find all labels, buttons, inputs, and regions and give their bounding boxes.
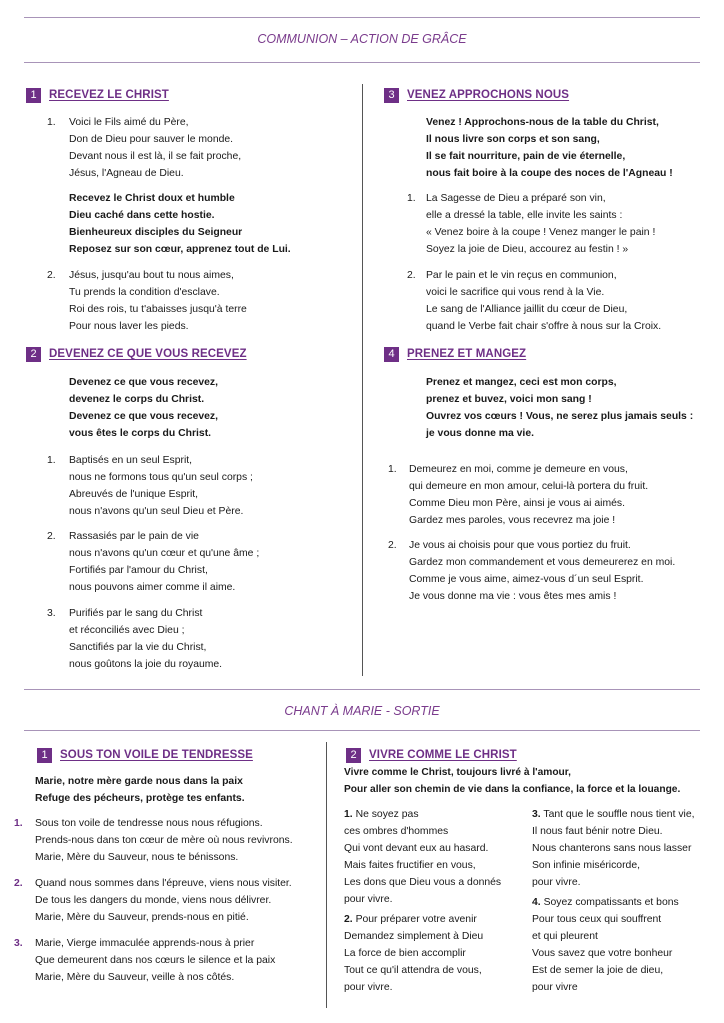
verse-line: Fortifiés par l'amour du Christ, xyxy=(69,565,208,576)
song-header-prenez xyxy=(384,346,526,362)
verse-line: Jésus, l'Agneau de Dieu. xyxy=(69,168,184,179)
song-title: SOUS TON VOILE DE TENDRESSE xyxy=(60,749,253,761)
verse-line: nous n'avons qu'un seul Dieu et Père. xyxy=(69,506,244,517)
verse-line: La Sagesse de Dieu a préparé son vin, xyxy=(426,193,606,204)
verse-line: Abreuvés de l'unique Esprit, xyxy=(69,489,199,500)
refrain-line: Devenez ce que vous recevez, xyxy=(69,411,219,422)
verse-line: Vous savez que votre bonheur xyxy=(532,948,673,959)
verse-line: Baptisés en un seul Esprit, xyxy=(69,455,193,466)
song-header-sous-ton-voile xyxy=(37,747,253,763)
verse-line: Marie, Mère du Sauveur, nous te bénissons. xyxy=(35,852,239,863)
verse-line: Tu prends la condition d'esclave. xyxy=(69,287,220,298)
verse-number: 1. xyxy=(388,464,397,475)
verse-number: 2. xyxy=(14,878,23,889)
verse-line: Marie, Mère du Sauveur, veille à nos côtés. xyxy=(35,972,235,983)
verse xyxy=(35,815,293,866)
verse-number: 2. xyxy=(47,270,56,281)
refrain-line: Il nous livre son corps et son sang, xyxy=(426,134,600,145)
verse-line: Les dons que Dieu vous a donnés xyxy=(344,877,502,888)
verse-line: qui demeure en mon amour, celui-là portera du fruit. xyxy=(409,481,649,492)
refrain-line: Prenez et mangez, ceci est mon corps, xyxy=(426,377,617,388)
verse xyxy=(409,537,675,605)
verse-line: nous ne formons tous qu'un seul corps ; xyxy=(69,472,253,483)
verse-number: 1. xyxy=(14,818,23,829)
verse-line: Don de Dieu pour sauver le monde. xyxy=(69,134,234,145)
verse-line: nous n'avons qu'un cœur et qu'une âme ; xyxy=(69,548,260,559)
verse-line: Gardez mes paroles, vous recevrez ma joie ! xyxy=(409,515,616,526)
song-title: PRENEZ ET MANGEZ xyxy=(407,348,527,360)
verse xyxy=(69,114,241,182)
bottom-title-rule xyxy=(24,730,700,731)
verse-number: 2. xyxy=(407,270,416,281)
song-number: 2 xyxy=(346,748,361,763)
verse-number: 3. xyxy=(14,938,23,949)
verse-line: Voici le Fils aimé du Père, xyxy=(69,117,189,128)
verse-line: Je vous ai choisis pour que vous portiez du fruit. xyxy=(409,540,631,551)
verse-line: Comme je vous aime, aimez-vous d´un seul Esprit. xyxy=(409,574,644,585)
song-header-recevez xyxy=(26,87,169,103)
refrain xyxy=(35,773,245,807)
song-header-devenez xyxy=(26,346,247,362)
verse-line: pour vivre. xyxy=(532,877,581,888)
refrain xyxy=(426,114,673,182)
verse xyxy=(426,267,661,335)
verse-line: nous pouvons aimer comme il aime. xyxy=(69,582,236,593)
verse-line: Marie, Vierge immaculée apprends-nous à prier xyxy=(35,938,255,949)
refrain-line: vous êtes le corps du Christ. xyxy=(69,428,212,439)
refrain-line: Refuge des pécheurs, protège tes enfants. xyxy=(35,793,245,804)
verse-line: Par le pain et le vin reçus en communion, xyxy=(426,270,617,281)
refrain xyxy=(426,374,693,442)
verse xyxy=(426,190,655,258)
refrain-line: Il se fait nourriture, pain de vie éternelle, xyxy=(426,151,626,162)
song-number: 3 xyxy=(384,88,399,103)
verse-line: Purifiés par le sang du Christ xyxy=(69,608,203,619)
verse-number: 2. xyxy=(47,531,56,542)
verse xyxy=(69,528,259,596)
verse-line: ces ombres d'hommes xyxy=(344,826,449,837)
verse-number: 3. xyxy=(47,608,56,619)
verse-line: pour vivre xyxy=(532,982,578,993)
verse-number: 1. xyxy=(47,117,56,128)
verse-line: Marie, Mère du Sauveur, prends-nous en pitié. xyxy=(35,912,249,923)
refrain-line: Recevez le Christ doux et humble xyxy=(69,193,235,204)
verse-line: Pour nous laver les pieds. xyxy=(69,321,189,332)
verse-line: et réconciliés avec Dieu ; xyxy=(69,625,185,636)
verse-line: Demandez simplement à Dieu xyxy=(344,931,484,942)
top-title-rule xyxy=(24,62,700,63)
song-header-venez xyxy=(384,87,569,103)
top-rule xyxy=(24,17,700,18)
refrain-line: Pour aller son chemin de vie dans la confiance, la force et la louange. xyxy=(344,784,681,795)
verse-number: 3. xyxy=(532,809,541,820)
song-header-vivre-comme-le-christ xyxy=(346,747,517,763)
refrain-line: Vivre comme le Christ, toujours livré à l'amour, xyxy=(344,767,572,778)
song-title: DEVENEZ CE QUE VOUS RECEVEZ xyxy=(49,348,247,360)
verse-line: pour vivre. xyxy=(344,894,393,905)
verse-line: Devant nous il est là, il se fait proche, xyxy=(69,151,242,162)
verse xyxy=(69,267,247,335)
verse-line: Sanctifiés par la vie du Christ, xyxy=(69,642,207,653)
verse-line: Soyez la joie de Dieu, accourez au festin ! » xyxy=(426,244,629,255)
verse xyxy=(409,461,648,529)
verse-number: 2. xyxy=(344,914,353,925)
verse-line: Comme Dieu mon Père, ainsi je vous ai aimés. xyxy=(409,498,625,509)
verse xyxy=(35,875,292,926)
verse-line: Pour tous ceux qui souffrent xyxy=(532,914,662,925)
verse-line: Que demeurent dans nos cœurs le silence et la paix xyxy=(35,955,276,966)
refrain-line: Reposez sur son cœur, apprenez tout de Lui. xyxy=(69,244,291,255)
verse-line: Prends-nous dans ton cœur de mère où nous revivrons. xyxy=(35,835,293,846)
refrain-line: Ouvrez vos cœurs ! Vous, ne serez plus jamais seuls : xyxy=(426,411,694,422)
verse-line: Nous chanterons sans nous lasser xyxy=(532,843,692,854)
verse-line: Roi des rois, tu t'abaisses jusqu'à terre xyxy=(69,304,247,315)
verse-line: Pour préparer votre avenir xyxy=(355,914,477,925)
verse-line: Ne soyez pas xyxy=(355,809,419,820)
refrain-line: devenez le corps du Christ. xyxy=(69,394,205,405)
verse-line: Qui vont devant eux au hasard. xyxy=(344,843,489,854)
verse-line: Sous ton voile de tendresse nous nous réfugions. xyxy=(35,818,263,829)
refrain xyxy=(344,764,680,798)
verse-line: Mais faites fructifier en vous, xyxy=(344,860,476,871)
song-number: 4 xyxy=(384,347,399,362)
refrain-line: prenez et buvez, voici mon sang ! xyxy=(426,394,592,405)
verse-line: quand le Verbe fait chair s'offre à nous sur la Croix. xyxy=(426,321,662,332)
section-title-marie: CHANT À MARIE - SORTIE xyxy=(284,704,440,718)
refrain-line: nous fait boire à la coupe des noces de l'Agneau ! xyxy=(426,168,673,179)
verse-line: De tous les dangers du monde, viens nous délivrer. xyxy=(35,895,272,906)
verse-line: Tant que le souffle nous tient vie, xyxy=(543,809,695,820)
verse-line: Quand nous sommes dans l'épreuve, viens nous visiter. xyxy=(35,878,292,889)
verse-line: Le sang de l'Alliance jaillit du cœur de Dieu, xyxy=(426,304,628,315)
verse-line: elle a dressé la table, elle invite les saints : xyxy=(426,210,623,221)
verse-line: et qui pleurent xyxy=(532,931,598,942)
song-title: VENEZ APPROCHONS NOUS xyxy=(407,89,570,101)
verse-line: Tout ce qu'il attendra de vous, xyxy=(344,965,482,976)
verse-number: 1. xyxy=(407,193,416,204)
verse-column-left xyxy=(344,806,501,996)
refrain-line: Bienheureux disciples du Seigneur xyxy=(69,227,243,238)
verse-line: Est de semer la joie de dieu, xyxy=(532,965,664,976)
verse xyxy=(35,935,275,986)
verse-line: Rassasiés par le pain de vie xyxy=(69,531,199,542)
song-number: 1 xyxy=(26,88,41,103)
verse-line: Il nous faut bénir notre Dieu. xyxy=(532,826,663,837)
verse-line: Je vous donne ma vie : vous êtes mes amis ! xyxy=(409,591,617,602)
verse-line: Demeurez en moi, comme je demeure en vous, xyxy=(409,464,628,475)
refrain-line: Marie, notre mère garde nous dans la paix xyxy=(35,776,243,787)
song-title: VIVRE COMME LE CHRIST xyxy=(369,749,517,761)
refrain-line: Dieu caché dans cette hostie. xyxy=(69,210,215,221)
verse-number: 1. xyxy=(344,809,353,820)
verse xyxy=(69,452,253,520)
refrain-line: Devenez ce que vous recevez, xyxy=(69,377,219,388)
refrain-line: Venez ! Approchons-nous de la table du Christ, xyxy=(426,117,659,128)
section-title-communion: COMMUNION – ACTION DE GRÂCE xyxy=(257,32,467,46)
verse-line: pour vivre. xyxy=(344,982,393,993)
verse xyxy=(69,605,222,673)
song-title: RECEVEZ LE CHRIST xyxy=(49,89,169,101)
verse-line: « Venez boire à la coupe ! Venez manger le pain ! xyxy=(426,227,656,238)
verse-line: Jésus, jusqu'au bout tu nous aimes, xyxy=(69,270,234,281)
verse-line: nous goûtons la joie du royaume. xyxy=(69,659,223,670)
verse-line: voici le sacrifice qui vous rend à la Vie. xyxy=(426,287,605,298)
refrain-line: je vous donne ma vie. xyxy=(426,428,534,439)
verse-line: Son infinie miséricorde, xyxy=(532,860,640,871)
verse-number: 2. xyxy=(388,540,397,551)
verse-line: Gardez mon commandement et vous demeurerez en moi. xyxy=(409,557,676,568)
column-divider-top xyxy=(362,84,363,676)
verse-number: 4. xyxy=(532,897,541,908)
song-number: 1 xyxy=(37,748,52,763)
bottom-rule xyxy=(24,689,700,690)
verse-line: Soyez compatissants et bons xyxy=(543,897,679,908)
verse-number: 1. xyxy=(47,455,56,466)
song-number: 2 xyxy=(26,347,41,362)
refrain xyxy=(69,190,291,258)
column-divider-bottom xyxy=(326,742,327,1008)
refrain xyxy=(69,374,218,442)
verse-line: La force de bien accomplir xyxy=(344,948,466,959)
verse-column-right xyxy=(532,806,695,996)
